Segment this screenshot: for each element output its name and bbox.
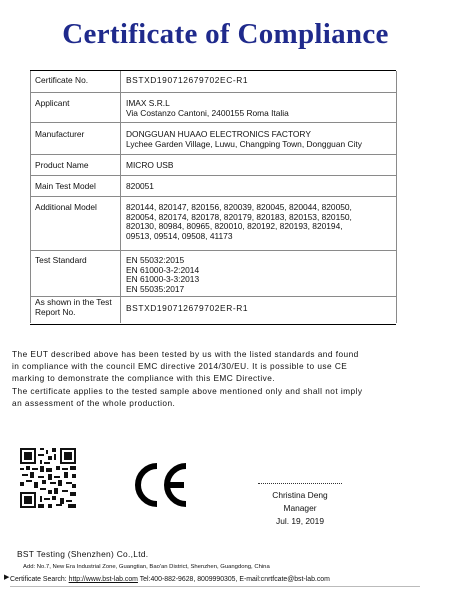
- row-value: 820130, 80984, 80965, 820010, 820192, 820193, 820194,: [126, 221, 343, 232]
- row-divider: [30, 175, 396, 176]
- row-value: 820144, 820147, 820156, 820039, 820045, 820044, 820050,: [126, 202, 352, 212]
- row-label: Applicant: [35, 98, 70, 108]
- row-divider: [30, 196, 396, 197]
- statement-line: an assessment of the whole production.: [12, 397, 176, 408]
- row-value: EN 55035:2017: [126, 283, 185, 294]
- row-label: As shown in the Test Report No.: [35, 297, 112, 317]
- table-bottom-rule: [30, 324, 396, 325]
- contact-line: [10, 576, 330, 583]
- statement-line: in compliance with the council EMC directive 2014/30/EU. It is possible to use CE: [12, 361, 348, 372]
- row-value: Lychee Garden Village, Luwu, Changping Town, Dongguan City: [126, 138, 362, 149]
- statement-line: The certificate applies to the tested sample above mentioned only and shall not imply: [12, 385, 363, 396]
- row-label: Manufacturer: [35, 129, 85, 139]
- statement-line: marking to demonstrate the compliance with this EMC Directive.: [12, 373, 276, 384]
- row-value: BSTXD190712679702ER-R1: [126, 303, 249, 313]
- table-left-border: [30, 71, 31, 323]
- signatory-name: Christina Deng: [272, 490, 328, 500]
- row-value: EN 55032:2015: [126, 255, 185, 265]
- row-value: Via Costanzo Cantoni, 2400155 Roma Italia: [126, 107, 289, 118]
- search-label: Certificate Search:: [10, 576, 67, 583]
- row-value: EN 61000-3-2:2014: [126, 264, 200, 275]
- table-column-divider: [120, 71, 121, 323]
- row-value: DONGGUAN HUAAO ELECTRONICS FACTORY: [126, 129, 311, 139]
- row-value: 09513, 09514, 09508, 41173: [126, 230, 233, 241]
- compliance-statement: [12, 348, 432, 409]
- arrow-icon: ▶: [4, 574, 10, 581]
- row-value: BSTXD190712679702EC-R1: [126, 75, 249, 85]
- company-name: BST Testing (Shenzhen) Co.,Ltd.: [17, 549, 149, 559]
- telephone: Tel:400-882-9628, 8009990305,: [139, 576, 238, 583]
- footer-rule: [10, 586, 420, 587]
- certificate-title: Certificate of Compliance: [62, 18, 389, 50]
- row-divider: [30, 122, 396, 123]
- row-label: Main Test Model: [35, 181, 96, 191]
- row-value: IMAX S.R.L: [126, 98, 170, 108]
- signatory-date: Jul. 19, 2019: [276, 516, 324, 526]
- row-value: MICRO USB: [126, 160, 174, 170]
- signatory-role: Manager: [283, 503, 317, 513]
- signature-line: [258, 483, 342, 484]
- ce-mark-icon: [132, 460, 190, 510]
- row-value: 820051: [126, 181, 154, 191]
- row-label: Product Name: [35, 160, 89, 170]
- row-label: Test Standard: [35, 255, 87, 265]
- qr-code-icon[interactable]: [20, 448, 76, 508]
- row-divider: [30, 154, 396, 155]
- search-link[interactable]: http://www.bst-lab.com: [68, 576, 138, 583]
- row-label: Certificate No.: [35, 75, 89, 85]
- email[interactable]: E-mail:cnrtfcate@bst-lab.com: [239, 576, 330, 583]
- row-label: Additional Model: [35, 202, 97, 212]
- table-top-rule: [30, 70, 396, 71]
- statement-line: The EUT described above has been tested by us with the listed standards and found: [12, 349, 359, 359]
- table-right-border: [396, 71, 397, 323]
- row-value: 820054, 820174, 820178, 820179, 820183, 820153, 820150,: [126, 211, 352, 222]
- row-divider: [30, 250, 396, 251]
- company-address: Add: No.7, New Era Industrial Zone, Guangtian, Bao'an District, Shenzhen, Guangdong, China: [23, 564, 270, 570]
- row-divider: [30, 92, 396, 93]
- row-value: EN 61000-3-3:2013: [126, 274, 200, 285]
